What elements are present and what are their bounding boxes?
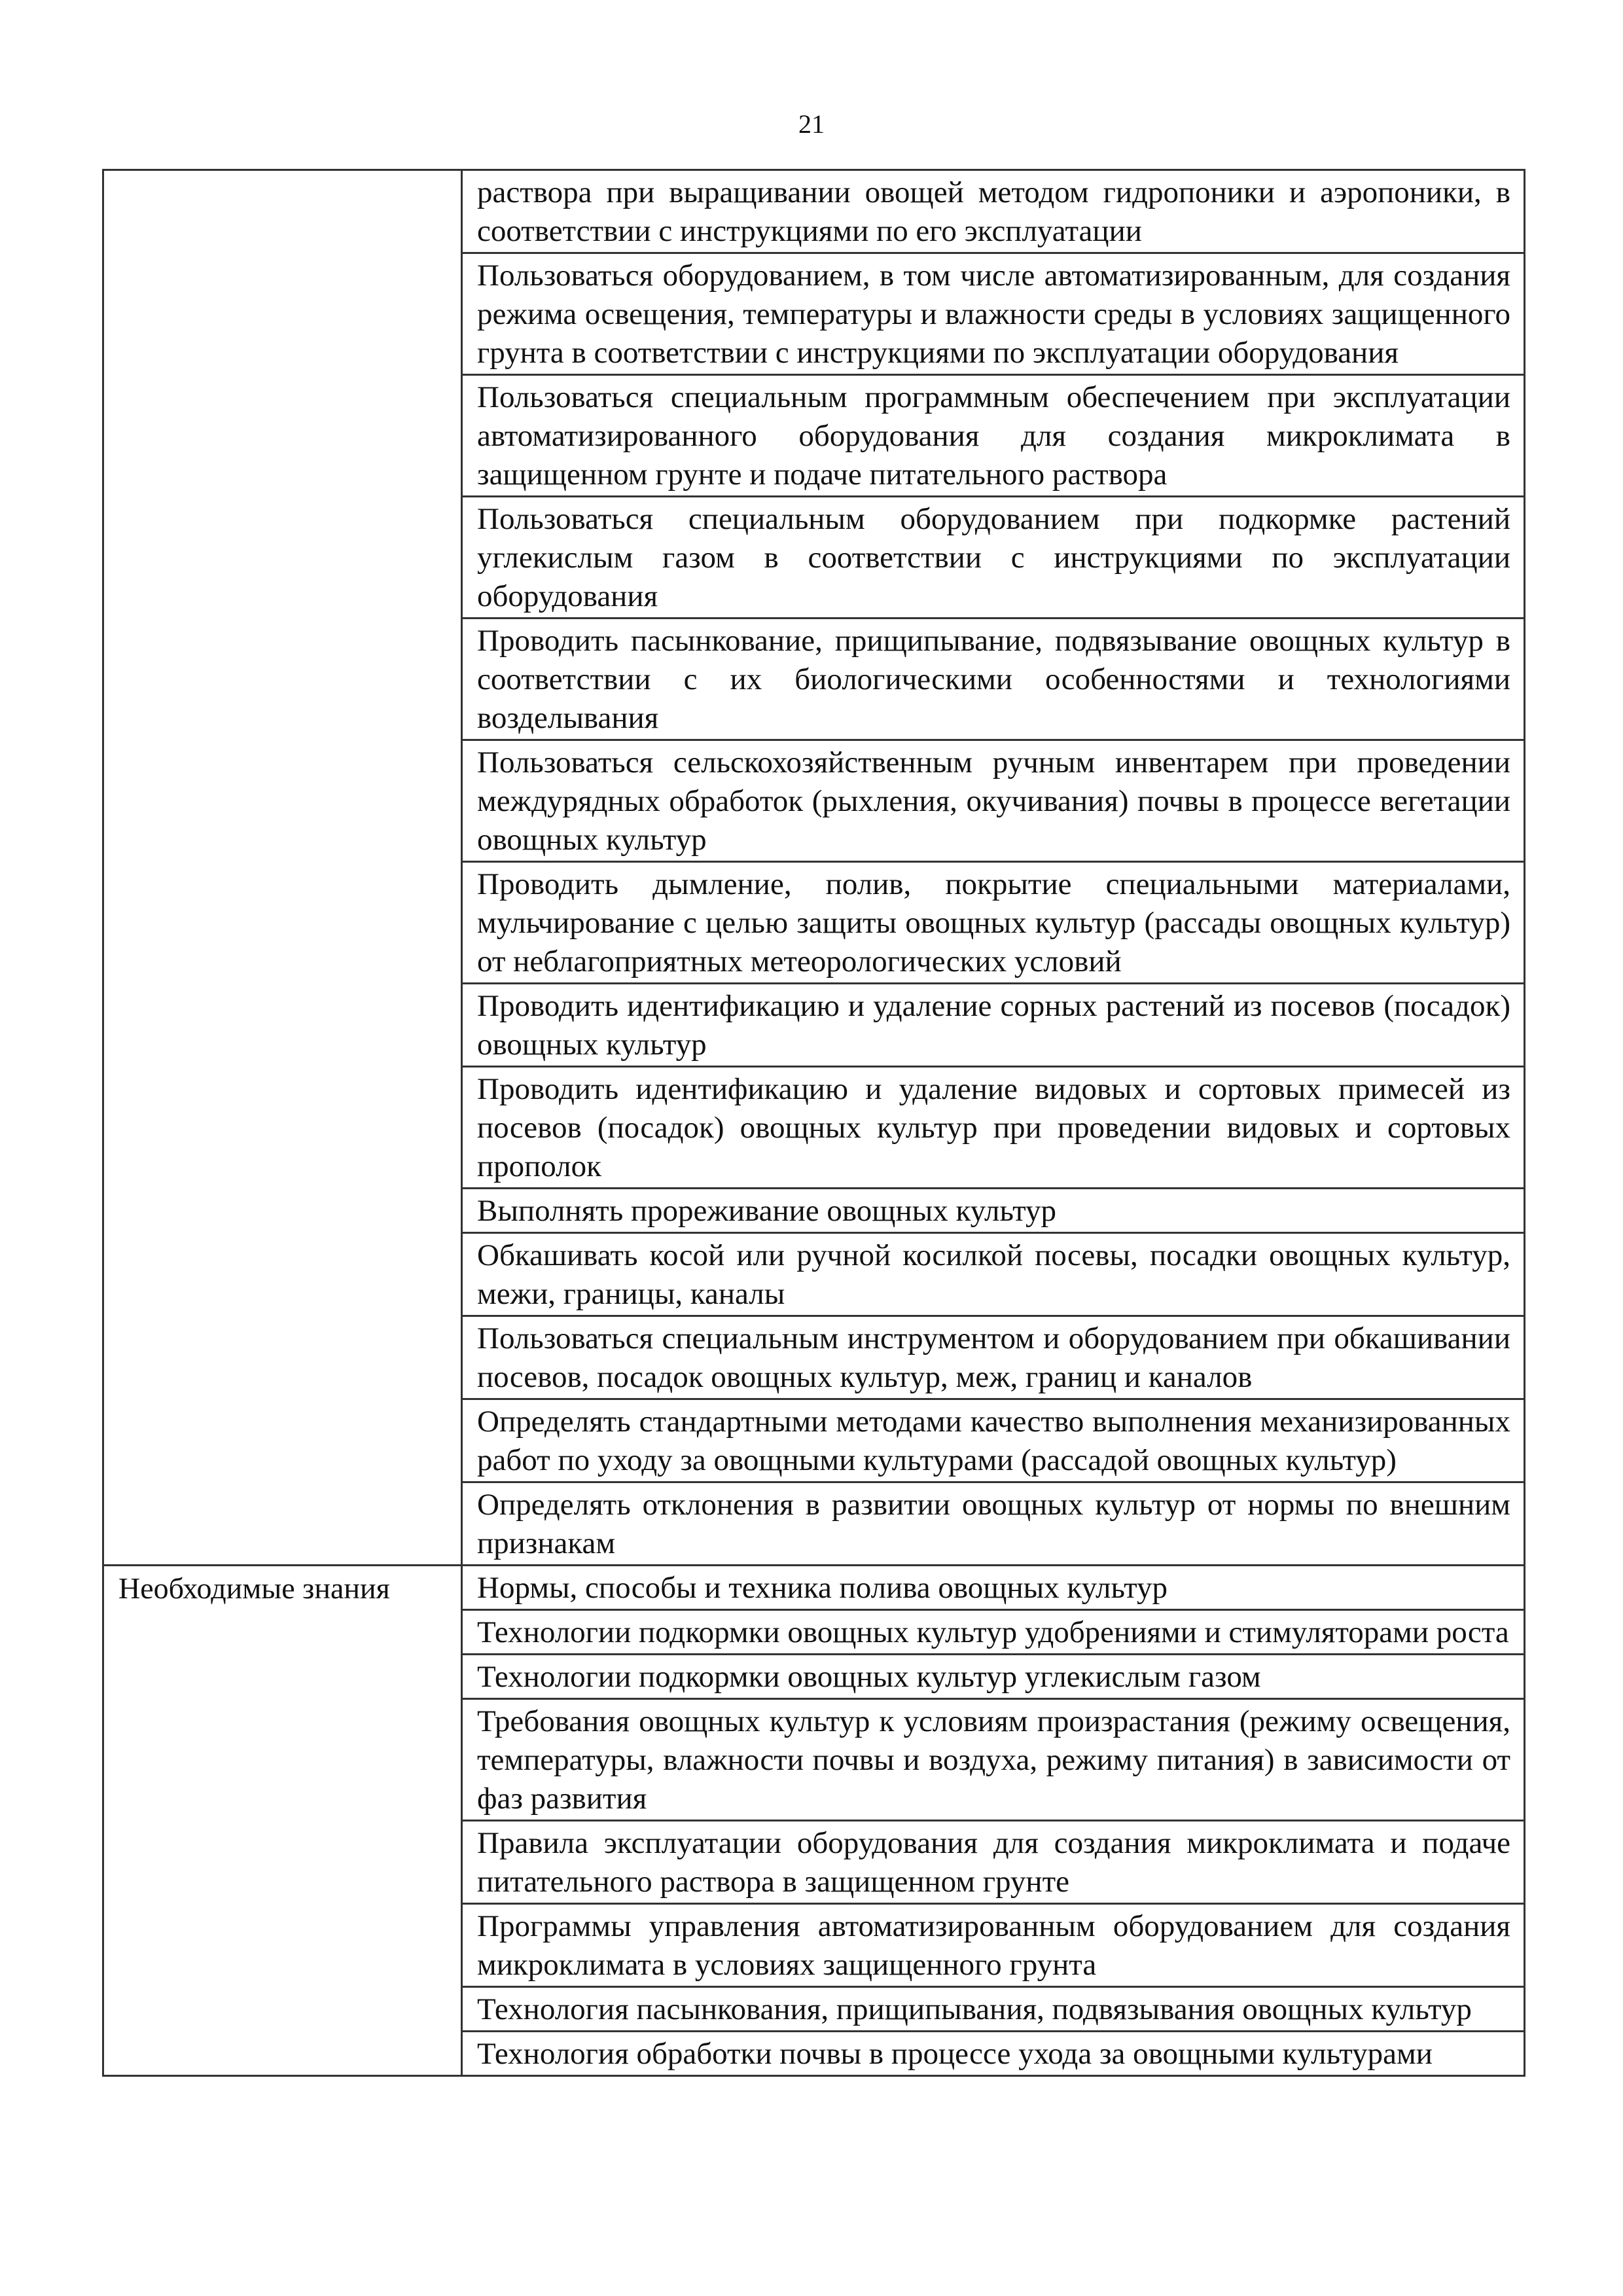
section-label-cell xyxy=(103,1566,462,2076)
requirement-cell xyxy=(462,1610,1525,1655)
requirement-cell xyxy=(462,1821,1525,1904)
requirement-text: Нормы, способы и техника полива овощных культур xyxy=(477,1571,1168,1605)
requirement-text: Определять стандартными методами качество выполнения механизированных работ по уходу за овощными культурами (рассадой овощных культур) xyxy=(477,1405,1510,1477)
requirement-cell xyxy=(462,1655,1525,1699)
requirement-cell xyxy=(462,1316,1525,1399)
requirement-cell xyxy=(462,1233,1525,1316)
requirement-text: Программы управления автоматизированным оборудованием для создания микроклимата в условиях защищенного грунта xyxy=(477,1909,1510,1982)
requirement-cell xyxy=(462,740,1525,862)
requirement-cell xyxy=(462,2032,1525,2076)
requirement-text: Пользоваться сельскохозяйственным ручным инвентарем при проведении междурядных обработок (рыхления, окучивания) почвы в процессе вегетации овощных культур xyxy=(477,745,1510,857)
competency-table xyxy=(102,169,1525,2077)
requirement-text: Проводить дымление, полив, покрытие специальными материалами, мульчирование с целью защиты овощных культур (рассады овощных культур) от неблагоприятных метеорологических условий xyxy=(477,867,1510,978)
requirement-text: Пользоваться специальным оборудованием при подкормке растений углекислым газом в соответствии с инструкциями по эксплуатации оборудования xyxy=(477,502,1510,613)
requirement-text: Проводить идентификацию и удаление видовых и сортовых примесей из посевов (посадок) овощных культур при проведении видовых и сортовых прополок xyxy=(477,1072,1510,1183)
requirement-cell xyxy=(462,862,1525,984)
requirement-text: раствора при выращивании овощей методом гидропоники и аэропоники, в соответствии с инструкциями по его эксплуатации xyxy=(477,175,1510,248)
requirement-cell xyxy=(462,1189,1525,1233)
page-number: 21 xyxy=(798,109,825,139)
requirement-cell xyxy=(462,619,1525,740)
requirement-cell xyxy=(462,253,1525,375)
table-row xyxy=(103,1566,1525,1610)
requirement-text: Правила эксплуатации оборудования для создания микроклимата и подаче питательного раствора в защищенном грунте xyxy=(477,1826,1510,1899)
requirement-text: Технологии подкормки овощных культур углекислым газом xyxy=(477,1660,1261,1694)
requirement-text: Технология обработки почвы в процессе ухода за овощными культурами xyxy=(477,2037,1433,2071)
requirement-text: Выполнять прореживание овощных культур xyxy=(477,1194,1057,1228)
requirement-text: Требования овощных культур к условиям произрастания (режиму освещения, температуры, влажности почвы и воздуха, режиму питания) в зависимости от фаз развития xyxy=(477,1704,1510,1816)
requirement-text: Проводить пасынкование, прищипывание, подвязывание овощных культур в соответствии с их биологическими особенностями и технологиями возделывания xyxy=(477,624,1510,735)
requirement-cell xyxy=(462,170,1525,253)
table-body xyxy=(103,170,1525,2076)
requirement-cell xyxy=(462,1904,1525,1987)
requirement-text: Обкашивать косой или ручной косилкой посевы, посадки овощных культур, межи, границы, каналы xyxy=(477,1238,1510,1311)
requirement-cell xyxy=(462,1482,1525,1566)
requirement-cell xyxy=(462,1699,1525,1821)
requirement-text: Пользоваться специальным инструментом и оборудованием при обкашивании посевов, посадок овощных культур, меж, границ и каналов xyxy=(477,1321,1510,1394)
requirement-cell xyxy=(462,497,1525,619)
requirement-cell xyxy=(462,1067,1525,1189)
requirement-text: Определять отклонения в развитии овощных культур от нормы по внешним признакам xyxy=(477,1488,1510,1560)
requirement-text: Пользоваться оборудованием, в том числе автоматизированным, для создания режима освещения, температуры и влажности среды в условиях защищенного грунта в соответствии с инструкциями по эксплуатации оборудования xyxy=(477,259,1510,370)
section-label: Необходимые знания xyxy=(118,1571,390,1605)
requirement-cell xyxy=(462,375,1525,497)
section-label-cell xyxy=(103,170,462,1566)
requirement-text: Технологии подкормки овощных культур удобрениями и стимуляторами роста xyxy=(477,1615,1509,1649)
requirement-cell xyxy=(462,984,1525,1067)
requirement-text: Пользоваться специальным программным обеспечением при эксплуатации автоматизированного оборудования для создания микроклимата в защищенном грунте и подаче питательного раствора xyxy=(477,380,1510,492)
requirement-cell xyxy=(462,1399,1525,1482)
requirement-text: Проводить идентификацию и удаление сорных растений из посевов (посадок) овощных культур xyxy=(477,989,1510,1062)
requirement-text: Технология пасынкования, прищипывания, подвязывания овощных культур xyxy=(477,1992,1472,2026)
table-row xyxy=(103,170,1525,253)
requirement-cell xyxy=(462,1987,1525,2032)
requirement-cell xyxy=(462,1566,1525,1610)
